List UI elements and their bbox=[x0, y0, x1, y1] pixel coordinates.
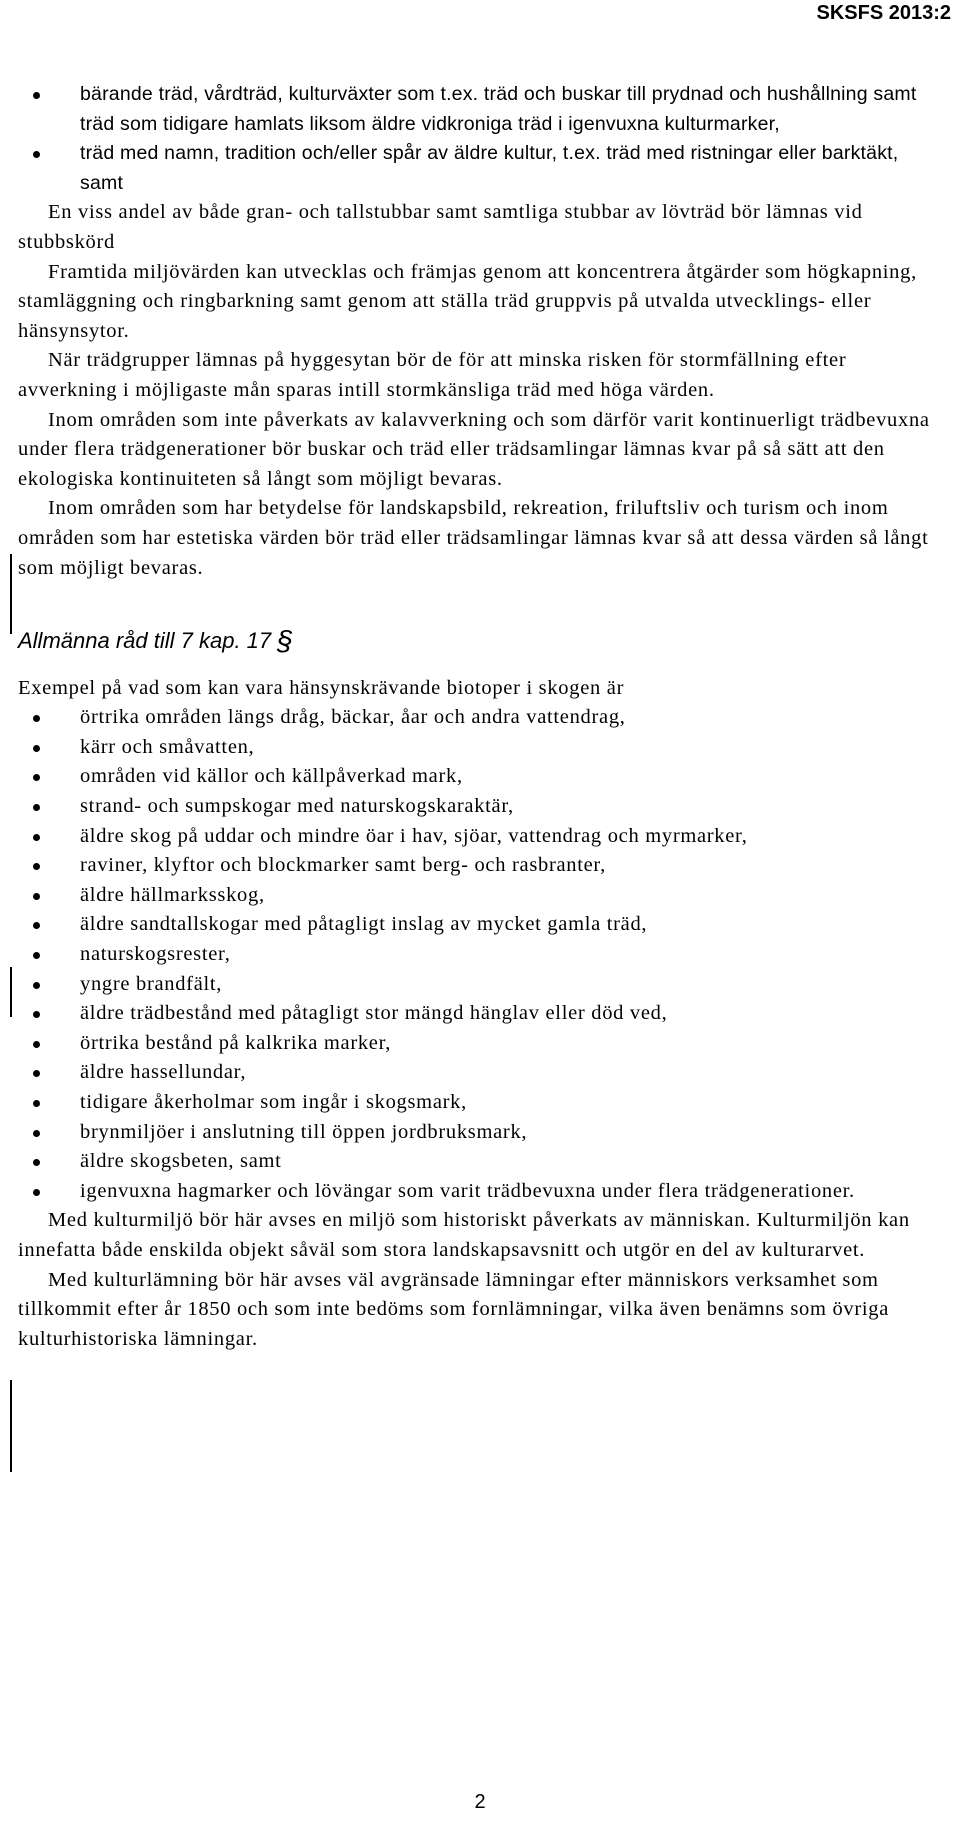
bullet-icon bbox=[33, 834, 40, 841]
list-item: naturskogsrester, bbox=[0, 940, 960, 970]
list-item: träd med namn, tradition och/eller spår av äldre kultur, t.ex. träd med ristningar eller barktäkt, samt bbox=[0, 139, 960, 198]
list-item: yngre brandfält, bbox=[0, 970, 960, 1000]
bullet-icon bbox=[33, 1189, 40, 1196]
list-intro: Exempel på vad som kan vara hänsynskrävande biotoper i skogen är bbox=[18, 676, 625, 699]
bullet-icon bbox=[33, 1159, 40, 1166]
section-heading: Allmänna råd till 7 kap. 17 § bbox=[18, 626, 960, 656]
document-body bbox=[0, 80, 960, 1354]
bullet-icon bbox=[33, 151, 40, 158]
paragraph: Inom områden som har betydelse för landskapsbild, rekreation, friluftsliv och turism och inom områden som har estetiska värden bör träd eller trädsamlingar lämnas kvar så att dessa värden så långt som möjligt bevaras. bbox=[18, 497, 929, 579]
bullet-icon bbox=[33, 922, 40, 929]
list-item: strand- och sumpskogar med naturskogskaraktär, bbox=[0, 792, 960, 822]
bullet-icon bbox=[33, 1130, 40, 1137]
tree-types-list bbox=[0, 80, 960, 198]
paragraph: Med kulturlämning bör här avses väl avgränsade lämningar efter människors verksamhet som tillkommit efter år 1850 och som inte bedöms som fornlämningar, vilka även benämns som övriga kulturhistoriska lämningar. bbox=[18, 1268, 890, 1350]
bullet-icon bbox=[33, 1070, 40, 1077]
list-item: äldre sandtallskogar med påtagligt inslag av mycket gamla träd, bbox=[0, 910, 960, 940]
list-item: igenvuxna hagmarker och lövängar som varit trädbevuxna under flera trädgenerationer. bbox=[0, 1177, 960, 1207]
list-item: örtrika bestånd på kalkrika marker, bbox=[0, 1029, 960, 1059]
biotope-list bbox=[0, 703, 960, 1206]
bullet-icon bbox=[33, 982, 40, 989]
list-item: örtrika områden längs dråg, bäckar, åar och andra vattendrag, bbox=[0, 703, 960, 733]
bullet-icon bbox=[33, 715, 40, 722]
paragraph: Med kulturmiljö bör här avses en miljö som historiskt påverkats av människan. Kulturmiljön kan innefatta både enskilda objekt såväl som stora landskapsavsnitt och utgör en del av kulturarvet. bbox=[18, 1209, 910, 1261]
paragraph: Inom områden som inte påverkats av kalavverkning och som därför varit kontinuerligt trädbevuxna under flera trädgenerationer bör buskar och träd eller trädsamlingar lämnas kvar på så sätt att den ekologiska kontinuiteten så långt som möjligt bevaras. bbox=[18, 408, 930, 490]
bullet-icon bbox=[33, 1100, 40, 1107]
bullet-icon bbox=[33, 92, 40, 99]
list-item: områden vid källor och källpåverkad mark, bbox=[0, 762, 960, 792]
page-number: 2 bbox=[474, 1791, 486, 1813]
bullet-icon bbox=[33, 863, 40, 870]
list-item: äldre hassellundar, bbox=[0, 1058, 960, 1088]
bullet-icon bbox=[33, 893, 40, 900]
bullet-icon bbox=[33, 952, 40, 959]
paragraph: Framtida miljövärden kan utvecklas och främjas genom att koncentrera åtgärder som högkapning, stamläggning och ringbarkning samt genom att ställa träd gruppvis på utvalda utvecklings- eller hänsynsytor. bbox=[18, 260, 917, 342]
list-item: brynmiljöer i anslutning till öppen jordbruksmark, bbox=[0, 1118, 960, 1148]
bullet-icon bbox=[33, 1041, 40, 1048]
list-item: äldre skogsbeten, samt bbox=[0, 1147, 960, 1177]
document-id-header: SKSFS 2013:2 bbox=[816, 2, 951, 24]
list-item: bärande träd, vårdträd, kulturväxter som t.ex. träd och buskar till prydnad och hushållning samt träd som tidigare hamlats liksom äldre vidkroniga träd i igenvuxna kulturmarker, bbox=[0, 80, 960, 139]
section-symbol: § bbox=[277, 624, 294, 657]
bullet-icon bbox=[33, 745, 40, 752]
bullet-icon bbox=[33, 774, 40, 781]
list-item: äldre skog på uddar och mindre öar i hav, sjöar, vattendrag och myrmarker, bbox=[0, 822, 960, 852]
paragraph: När trädgrupper lämnas på hyggesytan bör de för att minska risken för stormfällning efter avverkning i möjligaste mån sparas intill stormkänsliga träd med höga värden. bbox=[18, 349, 847, 401]
list-item: äldre trädbestånd med påtagligt stor mängd hänglav eller död ved, bbox=[0, 999, 960, 1029]
list-item: tidigare åkerholmar som ingår i skogsmark, bbox=[0, 1088, 960, 1118]
bullet-icon bbox=[33, 1011, 40, 1018]
revision-bar bbox=[10, 1380, 12, 1472]
bullet-icon bbox=[33, 804, 40, 811]
list-item: kärr och småvatten, bbox=[0, 733, 960, 763]
list-item: äldre hällmarksskog, bbox=[0, 881, 960, 911]
paragraph: En viss andel av både gran- och tallstubbar samt samtliga stubbar av lövträd bör lämnas vid stubbskörd bbox=[18, 201, 863, 253]
list-item: raviner, klyftor och blockmarker samt berg- och rasbranter, bbox=[0, 851, 960, 881]
